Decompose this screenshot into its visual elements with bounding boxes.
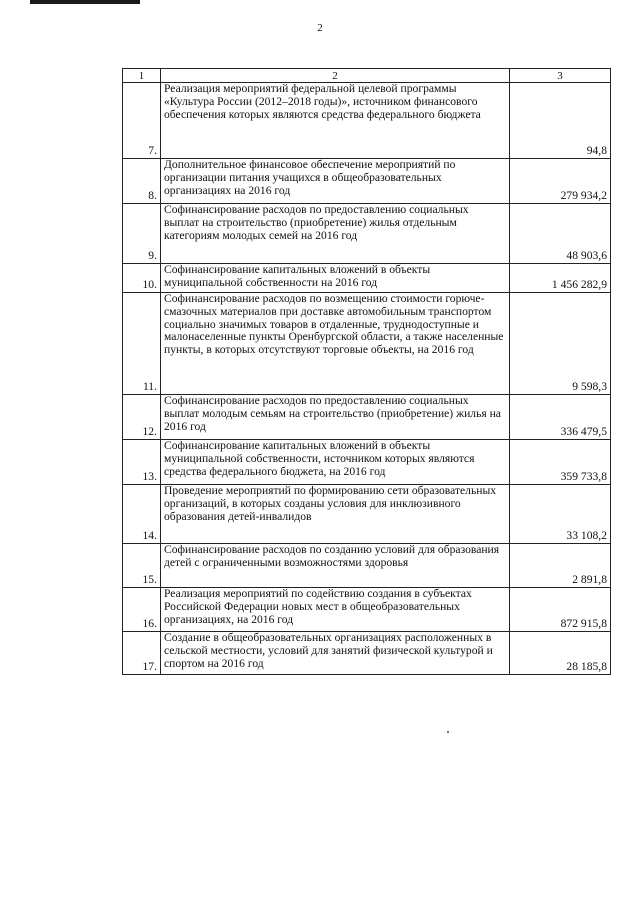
table-row [123,159,611,204]
row-number: 11. [123,293,161,395]
table-header-row [123,69,611,83]
row-number: 8. [123,159,161,204]
table-row [123,83,611,159]
row-description: Проведение мероприятий по формированию сети образовательных организаций, в которых созданы условия для инклюзивного образования детей-инвалидов [161,485,510,544]
row-number: 10. [123,264,161,293]
row-amount: 33 108,2 [510,485,611,544]
table-row [123,544,611,588]
table-row [123,395,611,440]
row-description: Реализация мероприятий федеральной целевой программы «Культура России (2012–2018 годы)», источником финансового обеспечения которых являются средства федерального бюджета [161,83,510,159]
row-amount: 48 903,6 [510,204,611,264]
row-amount: 2 891,8 [510,544,611,588]
column-header-amount: 3 [510,69,611,83]
table-row [123,588,611,632]
row-number: 14. [123,485,161,544]
table-row [123,264,611,293]
row-amount: 94,8 [510,83,611,159]
page-number: 2 [317,22,323,34]
row-description: Создание в общеобразовательных организациях расположенных в сельской местности, условий для занятий физической культурой и спортом на 2016 год [161,632,510,675]
row-description: Реализация мероприятий по содействию создания в субъектах Российской Федерации новых мест в общеобразовательных организациях, на 2016 год [161,588,510,632]
row-description: Софинансирование капитальных вложений в объекты муниципальной собственности, источником которых являются средства федерального бюджета, на 2016 год [161,440,510,485]
row-amount: 279 934,2 [510,159,611,204]
row-description: Софинансирование расходов по созданию условий для образования детей с ограниченными возможностями здоровья [161,544,510,588]
row-description: Софинансирование расходов по предоставлению социальных выплат на строительство (приобретение) жилья отдельным категориям молодых семей на 2016 год [161,204,510,264]
row-number: 13. [123,440,161,485]
row-description: Софинансирование расходов по предоставлению социальных выплат молодым семьям на строительство (приобретение) жилья на 2016 год [161,395,510,440]
table-row [123,204,611,264]
row-amount: 9 598,3 [510,293,611,395]
row-number: 7. [123,83,161,159]
row-description: Софинансирование капитальных вложений в объекты муниципальной собственности на 2016 год [161,264,510,293]
scan-edge-mark [30,0,140,4]
row-amount: 336 479,5 [510,395,611,440]
row-number: 16. [123,588,161,632]
row-number: 9. [123,204,161,264]
row-amount: 1 456 282,9 [510,264,611,293]
row-description: Софинансирование расходов по возмещению стоимости горюче-смазочных материалов при доставке автомобильным транспортом социально значимых товаров в отдаленные, труднодоступные и малонаселенные пункты Оренбургской области, а также населенные пункты, в которых отсутствуют торговые объекты, на 2016 год [161,293,510,395]
table-row [123,485,611,544]
row-amount: 28 185,8 [510,632,611,675]
scan-speck [447,731,449,733]
row-amount: 872 915,8 [510,588,611,632]
row-number: 15. [123,544,161,588]
table-row [123,293,611,395]
budget-table [122,68,611,675]
table-row [123,632,611,675]
row-amount: 359 733,8 [510,440,611,485]
row-number: 17. [123,632,161,675]
table-row [123,440,611,485]
row-number: 12. [123,395,161,440]
column-header-number: 1 [123,69,161,83]
row-description: Дополнительное финансовое обеспечение мероприятий по организации питания учащихся в общеобразовательных организациях на 2016 год [161,159,510,204]
column-header-name: 2 [161,69,510,83]
